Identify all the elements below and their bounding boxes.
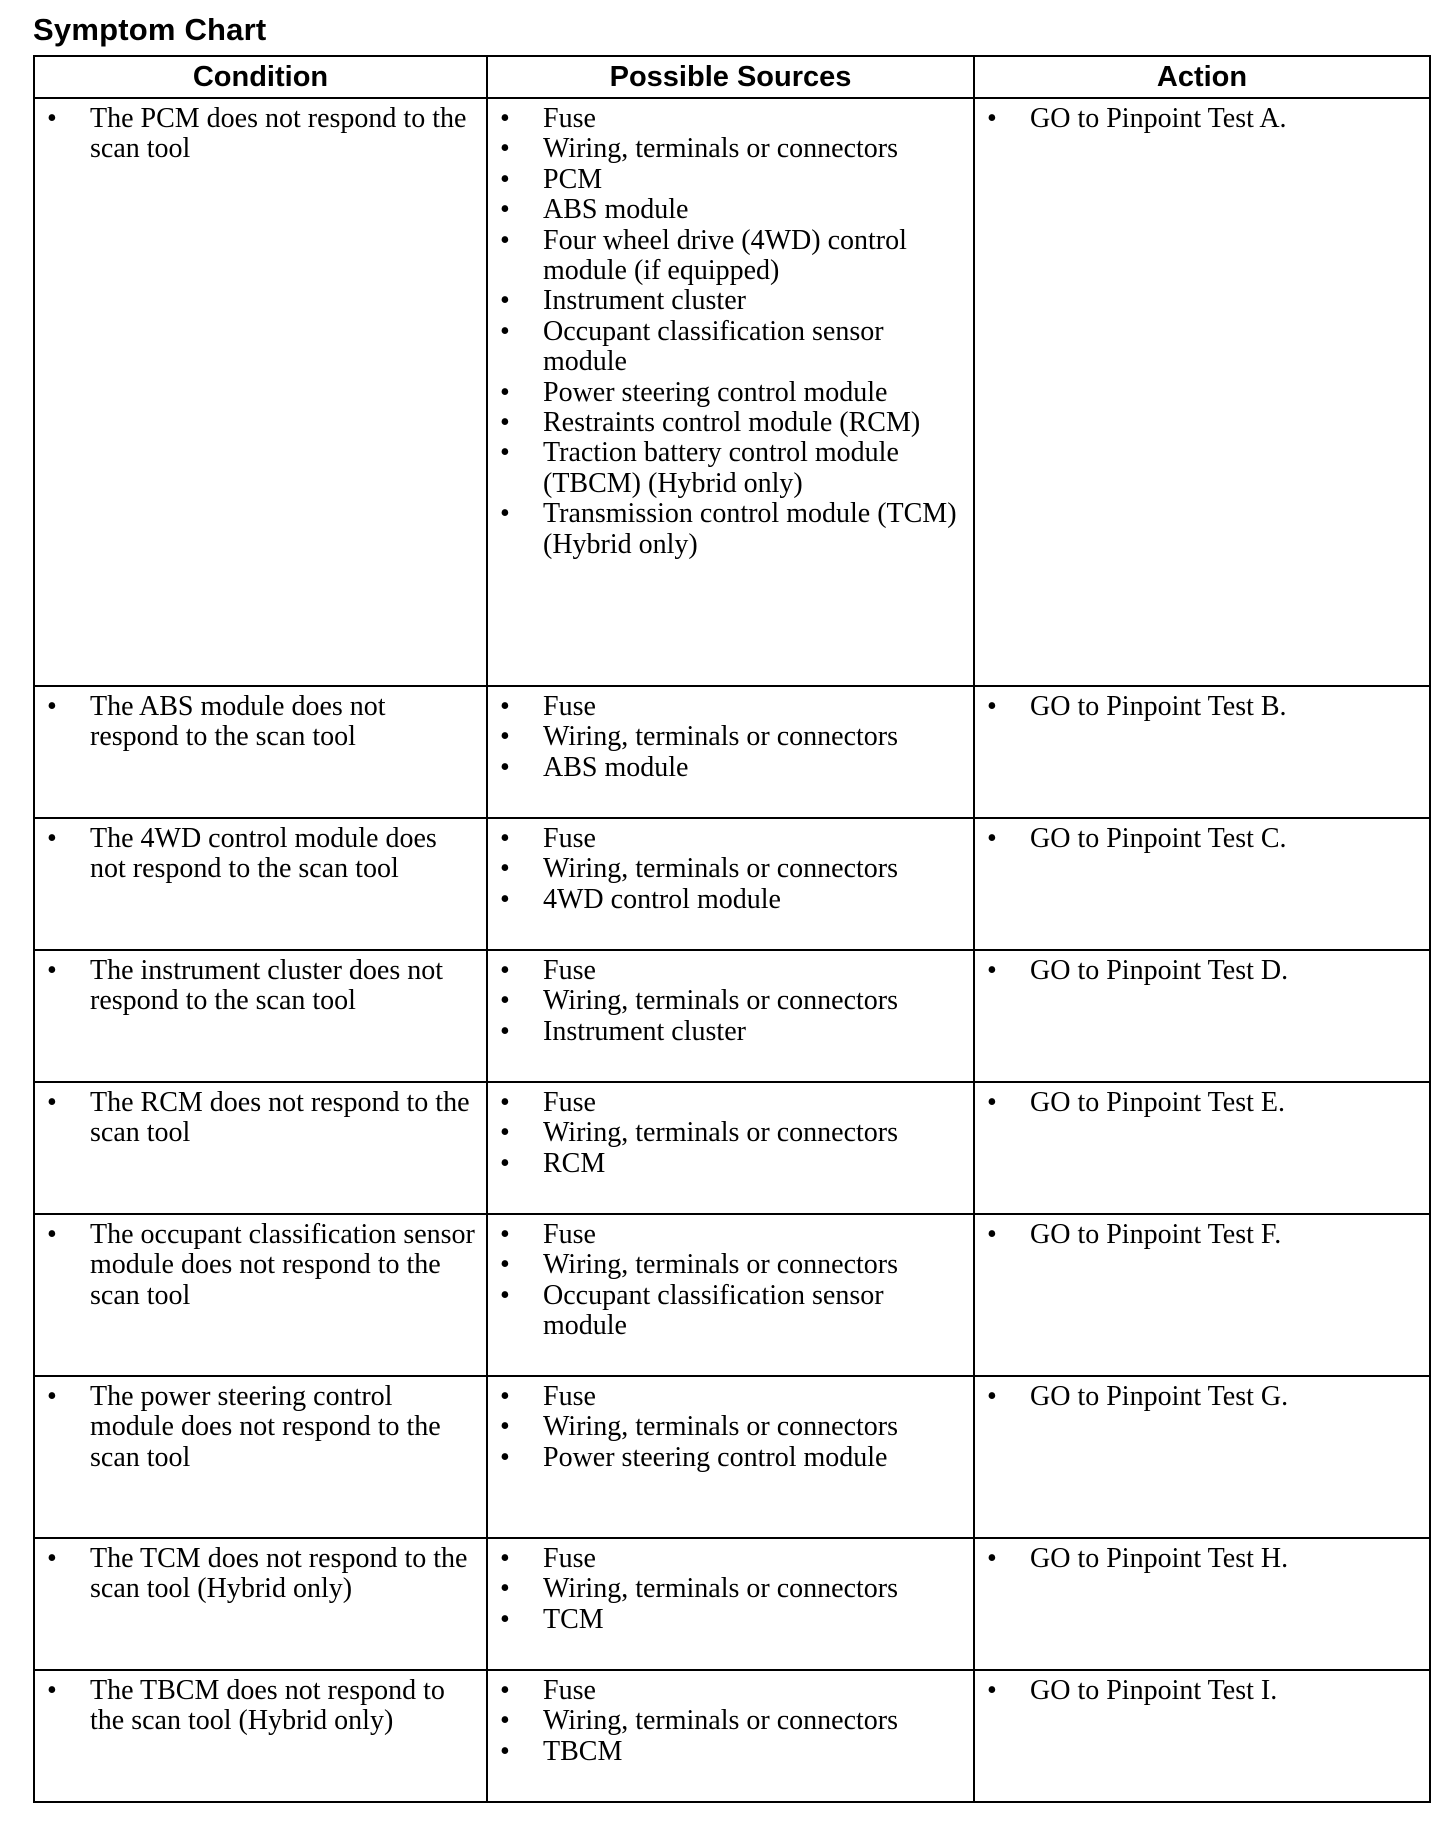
condition-cell xyxy=(34,1670,487,1802)
table-row xyxy=(34,1082,1430,1214)
source-item: • Wiring, terminals or connectors xyxy=(488,1412,963,1442)
source-item: • Fuse xyxy=(488,104,963,134)
source-item: • Four wheel drive (4WD) control module (if equipped) xyxy=(488,226,963,287)
header-row xyxy=(34,56,1430,98)
condition-text: • The occupant classification sensor module does not respond to the scan tool xyxy=(35,1220,476,1311)
condition-cell xyxy=(34,1538,487,1670)
symptom-table xyxy=(33,55,1431,1803)
source-item: • RCM xyxy=(488,1149,963,1179)
table-row xyxy=(34,950,1430,1082)
chart-title: Symptom Chart xyxy=(33,12,267,47)
action-text: • GO to Pinpoint Test H. xyxy=(975,1544,1419,1574)
action-cell xyxy=(974,1214,1430,1376)
action-cell xyxy=(974,686,1430,818)
sources-cell xyxy=(487,686,974,818)
source-item: • Wiring, terminals or connectors xyxy=(488,1118,963,1148)
source-item: • Occupant classification sensor module xyxy=(488,1281,963,1342)
action-text: • GO to Pinpoint Test F. xyxy=(975,1220,1419,1250)
sources-cell xyxy=(487,1214,974,1376)
source-item: • PCM xyxy=(488,165,963,195)
sources-cell xyxy=(487,1670,974,1802)
condition-text: • The TCM does not respond to the scan tool (Hybrid only) xyxy=(35,1544,476,1605)
source-item: • Instrument cluster xyxy=(488,286,963,316)
condition-text: • The TBCM does not respond to the scan tool (Hybrid only) xyxy=(35,1676,476,1737)
source-item: • ABS module xyxy=(488,753,963,783)
table-row xyxy=(34,1376,1430,1538)
source-item: • Occupant classification sensor module xyxy=(488,317,963,378)
source-item: • Wiring, terminals or connectors xyxy=(488,134,963,164)
condition-cell xyxy=(34,818,487,950)
source-item: • Wiring, terminals or connectors xyxy=(488,1250,963,1280)
source-item: • Power steering control module xyxy=(488,1443,963,1473)
table-row xyxy=(34,1538,1430,1670)
condition-cell xyxy=(34,1214,487,1376)
table-row xyxy=(34,98,1430,686)
action-text: • GO to Pinpoint Test B. xyxy=(975,692,1419,722)
source-item: • 4WD control module xyxy=(488,885,963,915)
source-item: • TBCM xyxy=(488,1737,963,1767)
table-row xyxy=(34,1670,1430,1802)
action-text: • GO to Pinpoint Test C. xyxy=(975,824,1419,854)
source-item: • Fuse xyxy=(488,1544,963,1574)
action-cell xyxy=(974,1538,1430,1670)
source-item: • Fuse xyxy=(488,824,963,854)
sources-cell xyxy=(487,818,974,950)
source-item: • ABS module xyxy=(488,195,963,225)
sources-cell xyxy=(487,1082,974,1214)
source-item: • Fuse xyxy=(488,956,963,986)
table-row xyxy=(34,686,1430,818)
source-item: • TCM xyxy=(488,1605,963,1635)
sources-cell xyxy=(487,1376,974,1538)
source-item: • Traction battery control module (TBCM) (Hybrid only) xyxy=(488,438,963,499)
action-text: • GO to Pinpoint Test G. xyxy=(975,1382,1419,1412)
action-cell xyxy=(974,98,1430,686)
source-item: • Fuse xyxy=(488,1088,963,1118)
source-item: • Fuse xyxy=(488,1382,963,1412)
action-text: • GO to Pinpoint Test D. xyxy=(975,956,1419,986)
source-item: • Wiring, terminals or connectors xyxy=(488,986,963,1016)
condition-text: • The RCM does not respond to the scan tool xyxy=(35,1088,476,1149)
table-row xyxy=(34,818,1430,950)
source-item: • Wiring, terminals or connectors xyxy=(488,1706,963,1736)
header-possible-sources: Possible Sources xyxy=(487,56,974,98)
action-text: • GO to Pinpoint Test E. xyxy=(975,1088,1419,1118)
sources-cell xyxy=(487,950,974,1082)
action-cell xyxy=(974,1670,1430,1802)
condition-cell xyxy=(34,98,487,686)
source-item: • Wiring, terminals or connectors xyxy=(488,854,963,884)
action-text: • GO to Pinpoint Test A. xyxy=(975,104,1419,134)
header-condition: Condition xyxy=(34,56,487,98)
action-cell xyxy=(974,950,1430,1082)
source-item: • Fuse xyxy=(488,692,963,722)
source-item: • Wiring, terminals or connectors xyxy=(488,1574,963,1604)
action-cell xyxy=(974,1082,1430,1214)
condition-text: • The PCM does not respond to the scan tool xyxy=(35,104,476,165)
condition-cell xyxy=(34,1376,487,1538)
source-item: • Wiring, terminals or connectors xyxy=(488,722,963,752)
table-row xyxy=(34,1214,1430,1376)
source-item: • Power steering control module xyxy=(488,378,963,408)
condition-text: • The ABS module does not respond to the scan tool xyxy=(35,692,476,753)
action-cell xyxy=(974,1376,1430,1538)
action-text: • GO to Pinpoint Test I. xyxy=(975,1676,1419,1706)
sources-cell xyxy=(487,1538,974,1670)
action-cell xyxy=(974,818,1430,950)
source-item: • Restraints control module (RCM) xyxy=(488,408,963,438)
source-item: • Transmission control module (TCM) (Hybrid only) xyxy=(488,499,963,560)
source-item: • Instrument cluster xyxy=(488,1017,963,1047)
source-item: • Fuse xyxy=(488,1220,963,1250)
header-action: Action xyxy=(974,56,1430,98)
condition-cell xyxy=(34,950,487,1082)
sources-cell xyxy=(487,98,974,686)
condition-cell xyxy=(34,686,487,818)
source-item: • Fuse xyxy=(488,1676,963,1706)
condition-text: • The power steering control module does not respond to the scan tool xyxy=(35,1382,476,1473)
condition-cell xyxy=(34,1082,487,1214)
condition-text: • The 4WD control module does not respond to the scan tool xyxy=(35,824,476,885)
condition-text: • The instrument cluster does not respond to the scan tool xyxy=(35,956,476,1017)
